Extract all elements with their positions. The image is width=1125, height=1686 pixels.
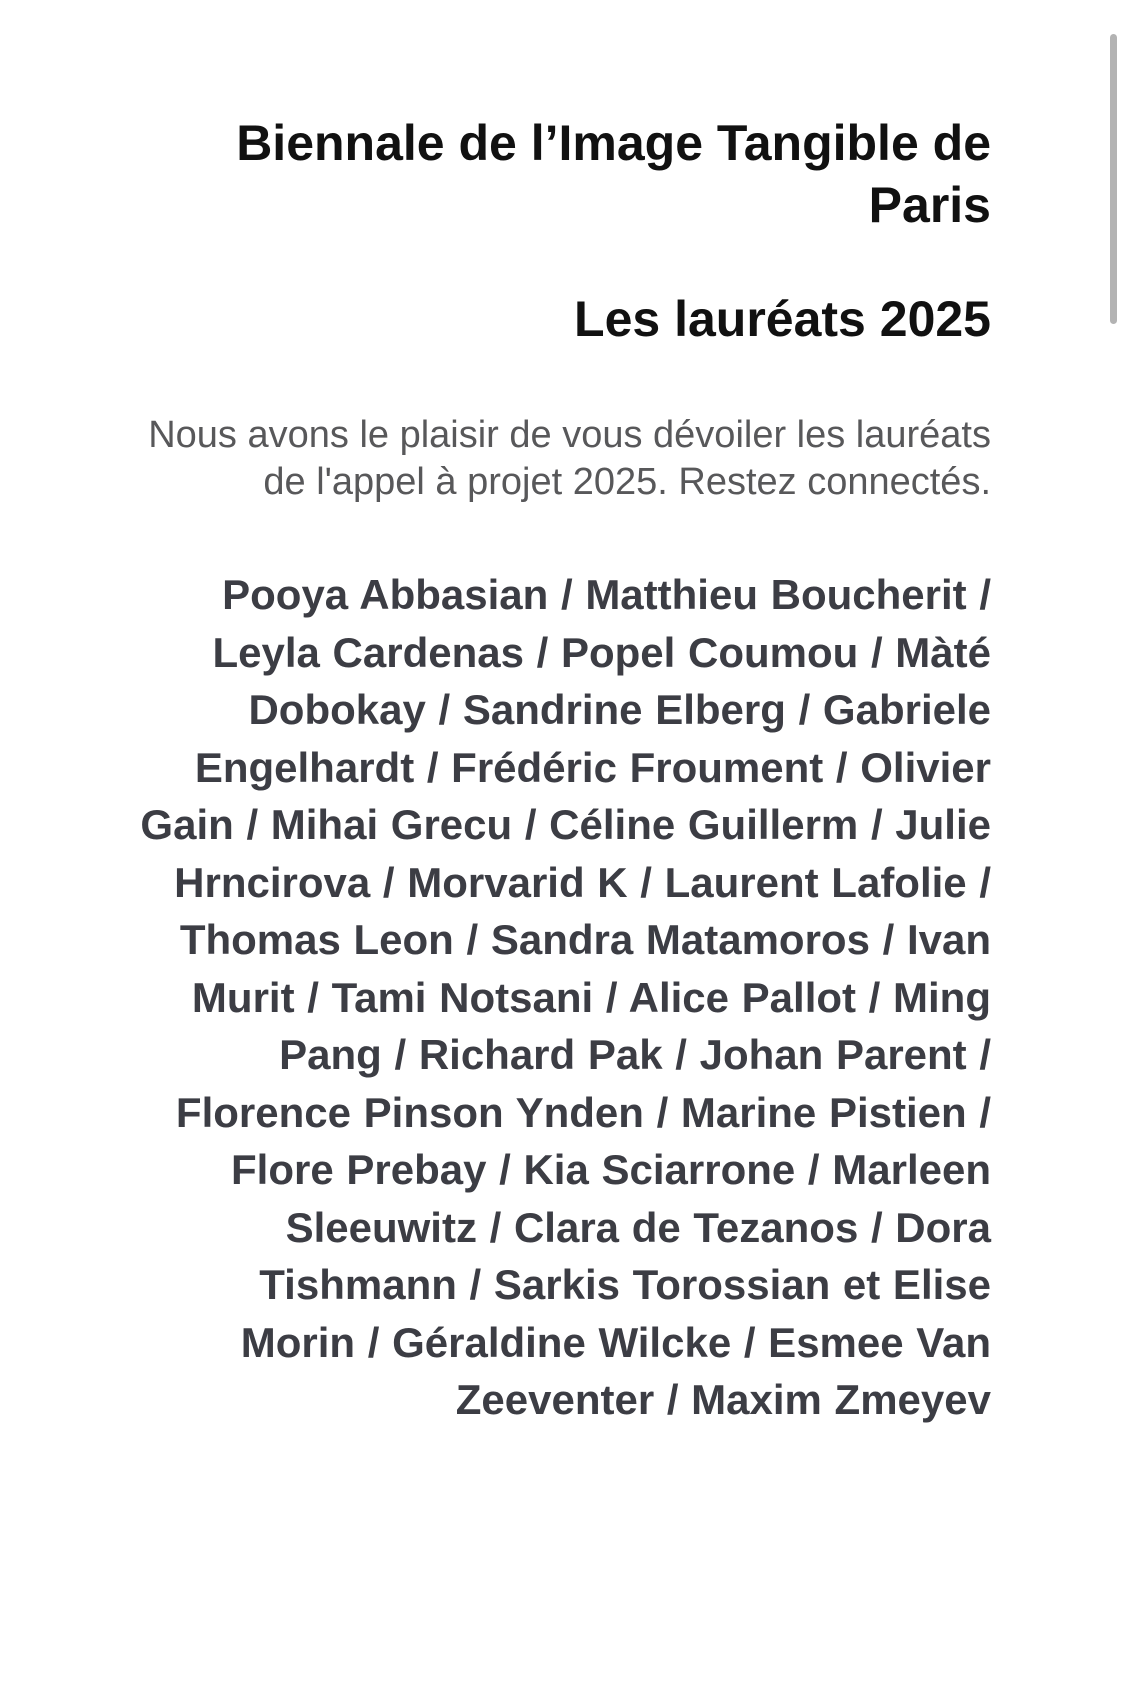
intro-text: Nous avons le plaisir de vous dévoiler les lauréats de l'appel à projet 2025. Restez connectés. — [148, 414, 991, 503]
laureates-list: Pooya Abbasian / Matthieu Boucherit / Leyla Cardenas / Popel Coumou / Màté Dobokay / Sandrine Elberg / Gabriele Engelhardt / Frédéric Froument / Olivier Gain / Mihai Grecu / Céline Guillerm / Julie Hrncirova / Morvarid K / Laurent Lafolie / Thomas Leon / Sandra Matamoros / Ivan Murit / Tami Notsani / Alice Pallot / Ming Pang / Richard Pak / Johan Parent / Florence Pinson Ynden / Marine Pistien / Flore Prebay / Kia Sciarrone / Marleen Sleeuwitz / Clara de Tezanos / Dora Tishmann / Sarkis Torossian et Elise Morin / Géraldine Wilcke / Esmee Van Zeeventer / Maxim Zmeyev — [140, 571, 991, 1423]
page-subtitle: Les lauréats 2025 — [574, 291, 991, 347]
page-content — [140, 112, 991, 1429]
vertical-scrollbar[interactable] — [1110, 34, 1117, 324]
page-title: Biennale de l’Image Tangible de Paris — [236, 115, 991, 233]
